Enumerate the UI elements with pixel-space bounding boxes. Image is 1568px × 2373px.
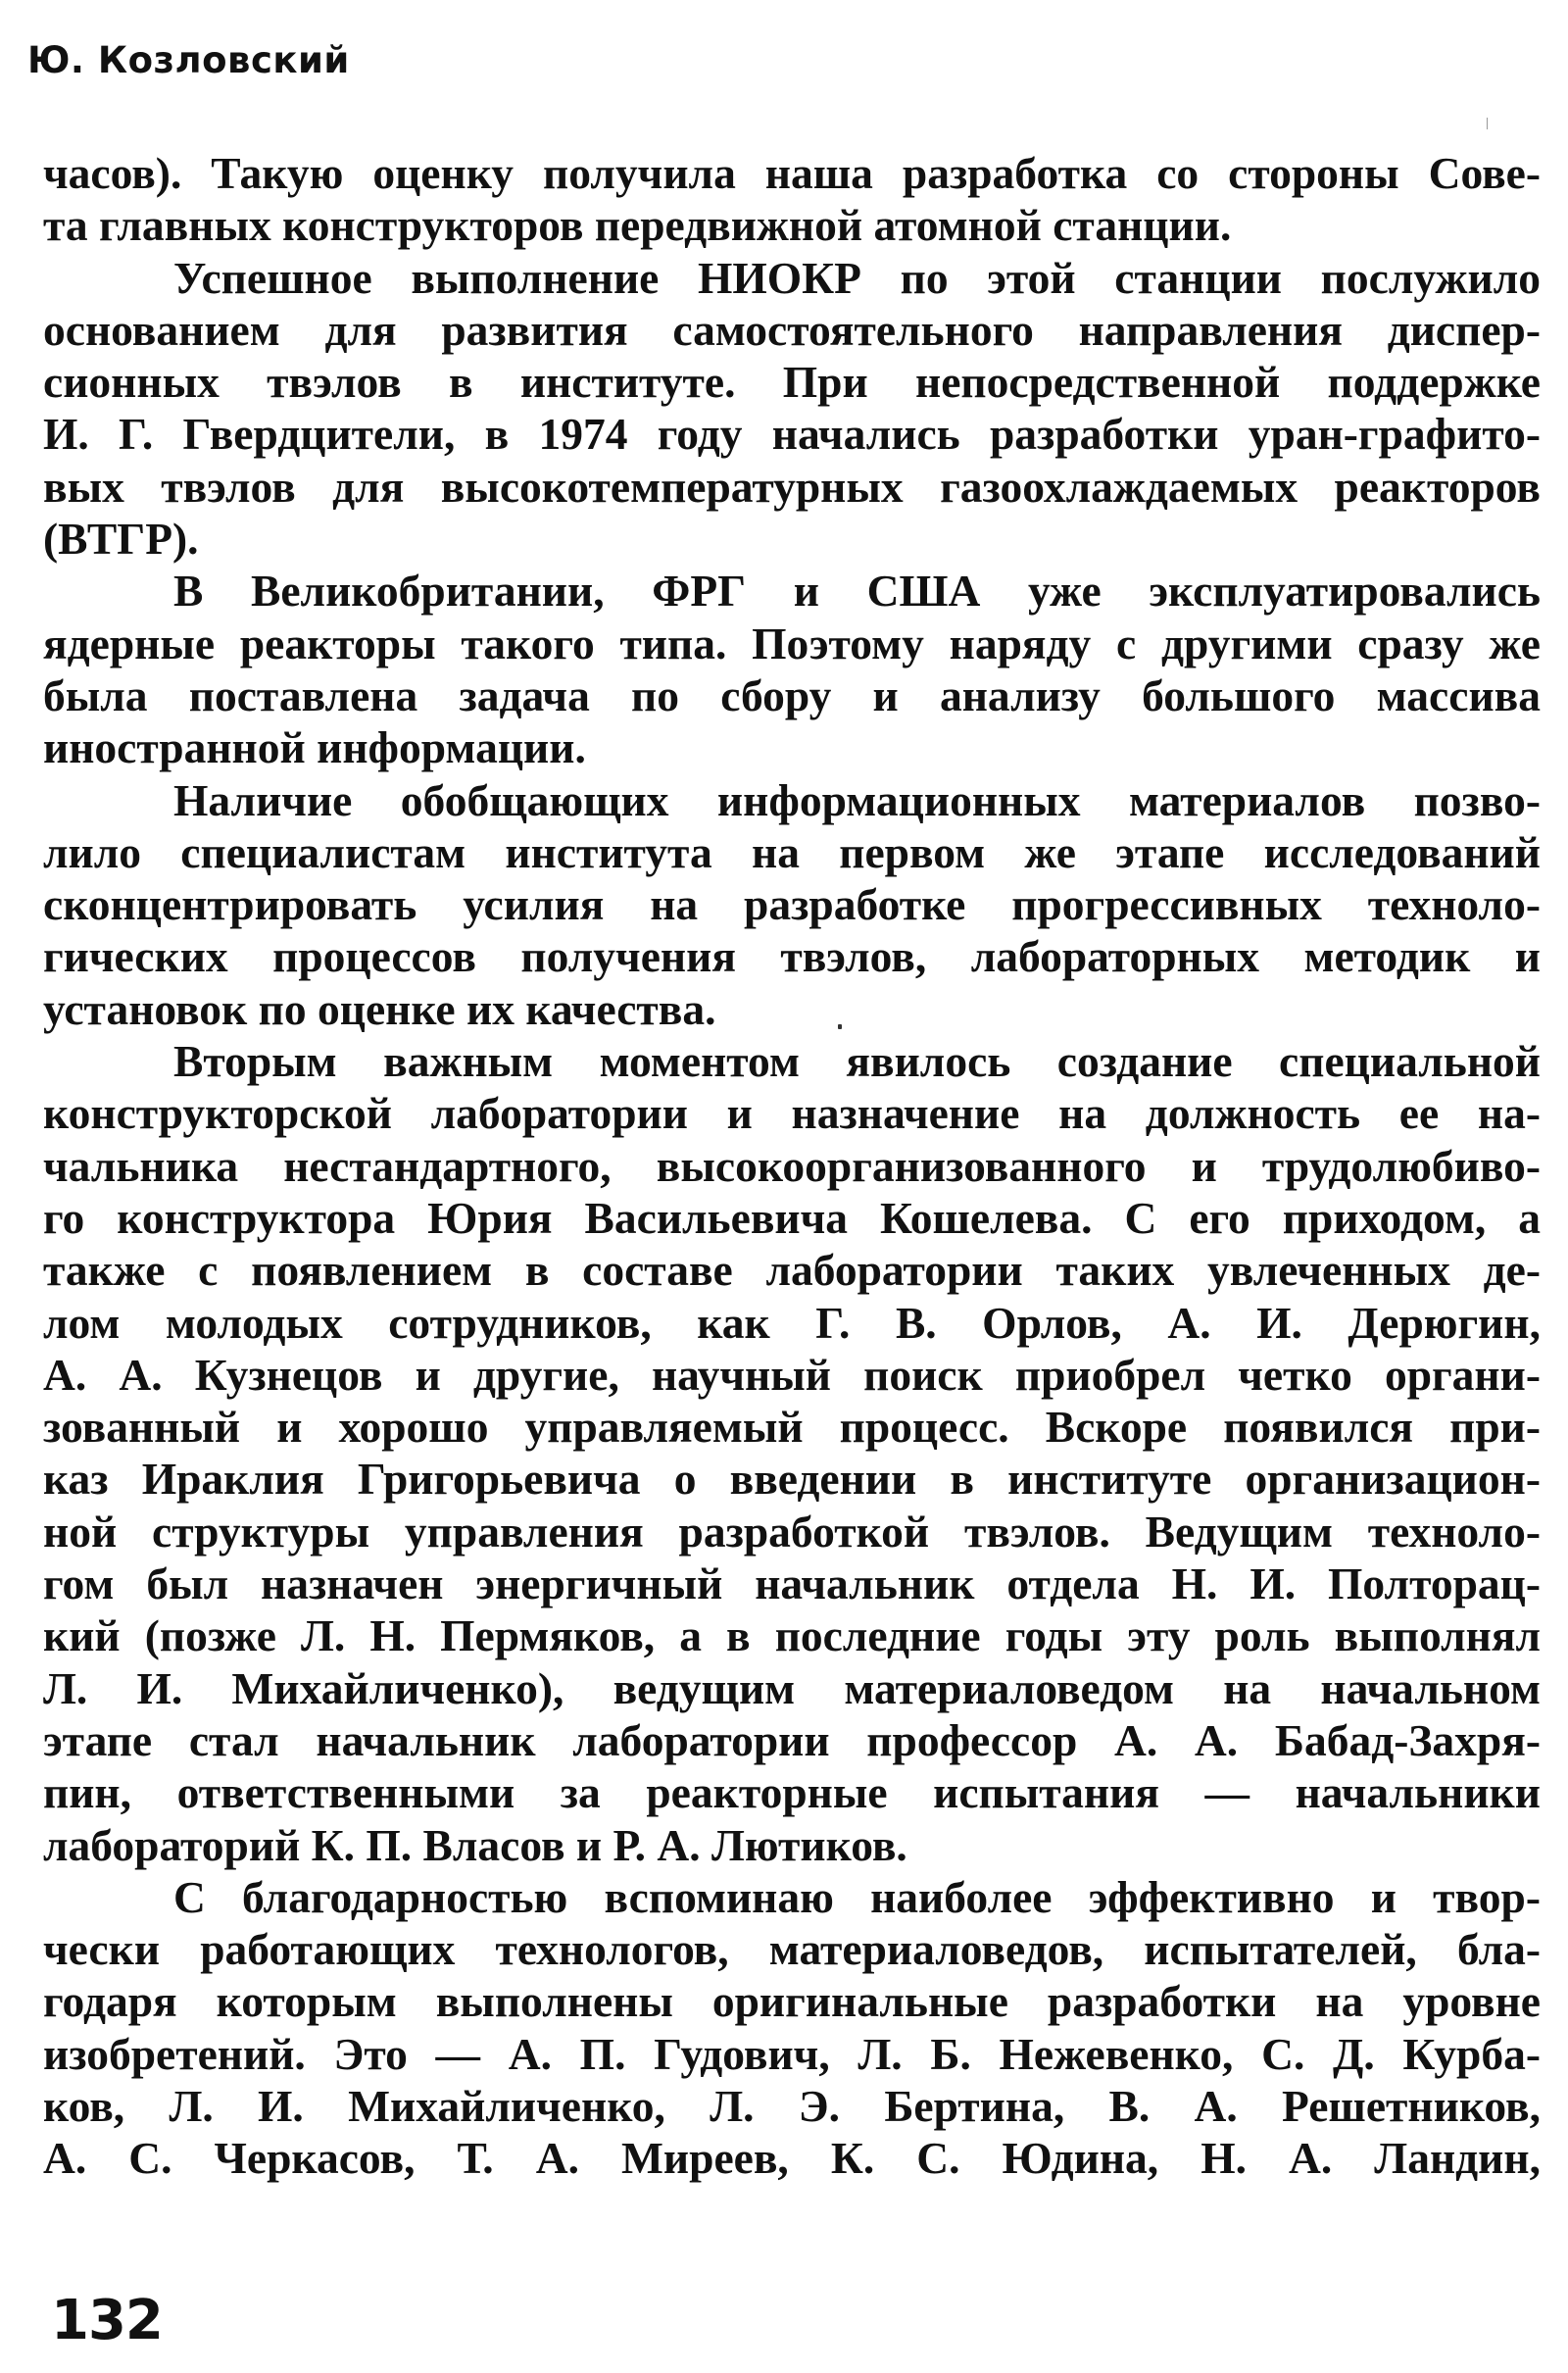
text-line: Наличие обобщающих информационных материалов позво- bbox=[173, 774, 1541, 825]
text-line: Вторым важным моментом явилось создание специальной bbox=[173, 1036, 1541, 1087]
text-line: конструкторской лаборатории и назначение на должность ее на- bbox=[43, 1088, 1541, 1139]
text-line: гом был назначен энергичный начальник отдела Н. И. Полторац- bbox=[43, 1558, 1541, 1609]
text-line: (ВТГР). bbox=[43, 514, 199, 565]
body-text bbox=[43, 147, 1541, 2185]
text-line: иностранной информации. bbox=[43, 722, 586, 773]
text-line: ков, Л. И. Михайличенко, Л. Э. Бертина, В. А. Решетников, bbox=[43, 2080, 1541, 2131]
text-line: В Великобритании, ФРГ и США уже эксплуатировались bbox=[173, 566, 1541, 617]
text-line: была поставлена задача по сбору и анализу большого массива bbox=[43, 669, 1541, 720]
text-line: А. А. Кузнецов и другие, научный поиск приобрел четко органи- bbox=[43, 1349, 1541, 1400]
text-line: сконцентрировать усилия на разработке прогрессивных техноло- bbox=[43, 879, 1541, 930]
text-line: го конструктора Юрия Васильевича Кошелева. С его приходом, а bbox=[43, 1192, 1541, 1243]
text-line: Успешное выполнение НИОКР по этой станции послужило bbox=[173, 252, 1541, 303]
text-line: ядерные реакторы такого типа. Поэтому наряду с другими сразу же bbox=[43, 618, 1541, 668]
text-line: годаря которым выполнены оригинальные разработки на уровне bbox=[43, 1976, 1541, 2027]
page-number: 132 bbox=[51, 2289, 163, 2352]
text-line: А. С. Черкасов, Т. А. Миреев, К. С. Юдина, Н. А. Ландин, bbox=[43, 2133, 1541, 2184]
text-line: вых твэлов для высокотемпературных газоохлаждаемых реакторов bbox=[43, 461, 1541, 512]
text-line: И. Г. Гвердцители, в 1974 году начались разработки уран-графито- bbox=[43, 409, 1541, 460]
text-line: сионных твэлов в институте. При непосредственной поддержке bbox=[43, 357, 1541, 408]
text-line: гических процессов получения твэлов, лабораторных методик и bbox=[43, 931, 1541, 982]
text-line: пин, ответственными за реакторные испытания — начальники bbox=[43, 1767, 1541, 1818]
text-line: этапе стал начальник лаборатории профессор А. А. Бабад-Захря- bbox=[43, 1714, 1541, 1765]
text-line: также с появлением в составе лаборатории таких увлеченных де- bbox=[43, 1245, 1541, 1296]
text-line: часов). Такую оценку получила наша разработка со стороны Сове- bbox=[43, 148, 1541, 198]
text-line: ной структуры управления разработкой твэлов. Ведущим техноло- bbox=[43, 1506, 1541, 1557]
scan-speck bbox=[838, 1024, 842, 1029]
text-line: изобретений. Это — А. П. Гудович, Л. Б. Нежевенко, С. Д. Курба- bbox=[43, 2028, 1541, 2079]
scan-speck bbox=[1487, 118, 1488, 129]
text-line: лило специалистам института на первом же этапе исследований bbox=[43, 826, 1541, 877]
text-line: Л. И. Михайличенко), ведущим материаловедом на начальном bbox=[43, 1662, 1541, 1713]
text-line: лабораторий К. П. Власов и Р. А. Лютиков. bbox=[43, 1819, 907, 1870]
running-head: Ю. Козловский bbox=[27, 39, 350, 81]
text-line: чески работающих технологов, материаловедов, испытателей, бла- bbox=[43, 1924, 1541, 1975]
text-line: С благодарностью вспоминаю наиболее эффективно и твор- bbox=[173, 1871, 1541, 1922]
text-line: зованный и хорошо управляемый процесс. Вскоре появился при- bbox=[43, 1402, 1541, 1453]
text-line: та главных конструкторов передвижной атомной станции. bbox=[43, 200, 1232, 251]
text-line: установок по оценке их качества. bbox=[43, 983, 716, 1034]
text-line: основанием для развития самостоятельного направления диспер- bbox=[43, 304, 1541, 355]
text-line: кий (позже Л. Н. Пермяков, а в последние годы эту роль выполнял bbox=[43, 1610, 1541, 1661]
text-line: чальника нестандартного, высокоорганизованного и трудолюбиво- bbox=[43, 1140, 1541, 1191]
text-line: лом молодых сотрудников, как Г. В. Орлов, А. И. Дерюгин, bbox=[43, 1297, 1541, 1348]
text-line: каз Ираклия Григорьевича о введении в институте организацион- bbox=[43, 1454, 1541, 1505]
